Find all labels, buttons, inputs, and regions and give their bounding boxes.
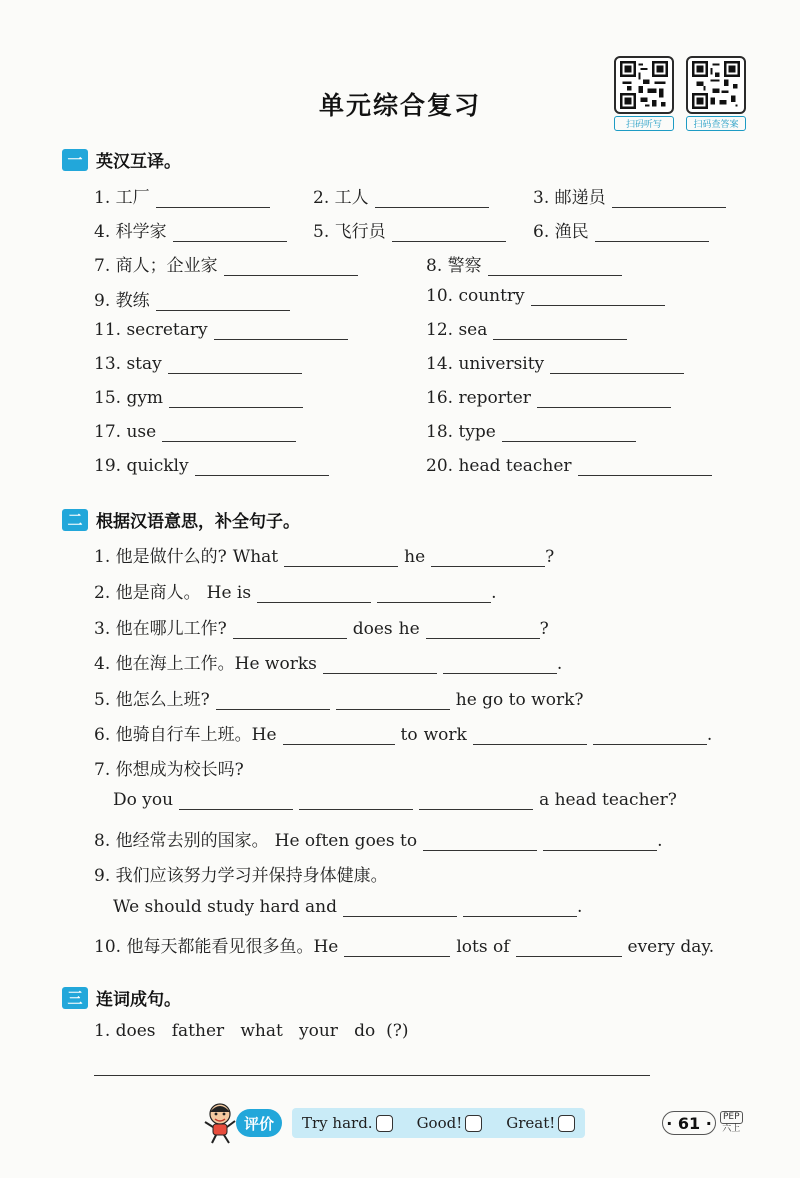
sentence-item: 4. 他在海上工作。 He works .	[94, 654, 563, 674]
answer-blank[interactable]	[593, 727, 707, 745]
answer-blank[interactable]	[419, 792, 533, 810]
section-title: 英汉互译。	[96, 152, 181, 172]
answer-blank[interactable]	[233, 621, 347, 639]
edition-tag: PEP 六上	[720, 1111, 743, 1135]
word-order-item: 1. does father what your do (?)	[94, 1021, 409, 1041]
vocab-item: 18. type	[426, 422, 636, 442]
answer-line[interactable]	[94, 1075, 650, 1076]
answer-blank[interactable]	[431, 549, 545, 567]
qr-caption: 扫码听写	[614, 116, 674, 131]
sentence-item: 3. 他在哪儿工作? does he ?	[94, 619, 549, 639]
vocab-item: 7. 商人；企业家	[94, 251, 358, 276]
sentence-item: 5. 他怎么上班? he go to work?	[94, 690, 584, 710]
answer-blank[interactable]	[531, 288, 665, 306]
answer-blank[interactable]	[323, 656, 437, 674]
vocab-item: 15. gym	[94, 388, 303, 408]
evaluation-label: 评价	[236, 1109, 282, 1137]
vocab-item: 9. 教练	[94, 286, 290, 311]
page-number-pill: · 61 ·	[662, 1111, 716, 1135]
sentence-item: 1. 他是做什么的? What he ?	[94, 547, 555, 567]
answer-blank[interactable]	[216, 692, 330, 710]
vocab-item: 14. university	[426, 354, 684, 374]
section-2-header	[62, 507, 300, 532]
answer-blank[interactable]	[168, 356, 302, 374]
eval-option-great[interactable]: Great!	[506, 1114, 575, 1132]
page-number	[662, 1111, 743, 1135]
checkbox[interactable]	[558, 1115, 575, 1132]
section-badge: 三	[62, 987, 88, 1009]
answer-blank[interactable]	[224, 258, 358, 276]
answer-blank[interactable]	[214, 322, 348, 340]
answer-blank[interactable]	[162, 424, 296, 442]
answer-blank[interactable]	[173, 224, 287, 242]
section-1-header	[62, 147, 181, 172]
section-title: 根据汉语意思，补全句子。	[96, 512, 300, 532]
answer-blank[interactable]	[344, 939, 450, 957]
answer-blank[interactable]	[169, 390, 303, 408]
vocab-item: 5. 飞行员	[313, 217, 506, 242]
sentence-item: 7. 你想成为校长吗?	[94, 760, 244, 780]
vocab-item: 17. use	[94, 422, 296, 442]
sentence-item: 2. 他是商人。 He is .	[94, 583, 497, 603]
checkbox[interactable]	[376, 1115, 393, 1132]
section-badge: 一	[62, 149, 88, 171]
page-title: 单元综合复习	[318, 91, 481, 120]
eval-option-try-hard[interactable]: Try hard.	[302, 1114, 393, 1132]
vocab-item: 16. reporter	[426, 388, 671, 408]
answer-blank[interactable]	[550, 356, 684, 374]
mascot-icon	[200, 1102, 240, 1144]
answer-blank[interactable]	[156, 190, 270, 208]
qr-code-icon	[686, 56, 746, 114]
eval-option-good[interactable]: Good!	[417, 1114, 483, 1132]
answer-blank[interactable]	[179, 792, 293, 810]
answer-blank[interactable]	[156, 293, 290, 311]
answer-blank[interactable]	[426, 621, 540, 639]
answer-blank[interactable]	[377, 585, 491, 603]
answer-blank[interactable]	[195, 458, 329, 476]
qr-dictation[interactable]	[614, 56, 674, 131]
qr-code-icon	[614, 56, 674, 114]
answer-blank[interactable]	[375, 190, 489, 208]
vocab-item: 10. country	[426, 286, 665, 306]
qr-caption: 扫码查答案	[686, 116, 746, 131]
answer-blank[interactable]	[578, 458, 712, 476]
answer-blank[interactable]	[392, 224, 506, 242]
answer-blank[interactable]	[463, 899, 577, 917]
answer-blank[interactable]	[488, 258, 622, 276]
answer-blank[interactable]	[343, 899, 457, 917]
answer-blank[interactable]	[257, 585, 371, 603]
sentence-item: 8. 他经常去别的国家。 He often goes to .	[94, 831, 663, 851]
vocab-item: 4. 科学家	[94, 217, 287, 242]
vocab-item: 6. 渔民	[533, 217, 709, 242]
answer-blank[interactable]	[443, 656, 557, 674]
answer-blank[interactable]	[543, 833, 657, 851]
answer-blank[interactable]	[423, 833, 537, 851]
section-badge: 二	[62, 509, 88, 531]
answer-blank[interactable]	[502, 424, 636, 442]
vocab-item: 2. 工人	[313, 183, 489, 208]
answer-blank[interactable]	[537, 390, 671, 408]
answer-blank[interactable]	[284, 549, 398, 567]
qr-answers[interactable]	[686, 56, 746, 131]
answer-blank[interactable]	[473, 727, 587, 745]
vocab-item: 19. quickly	[94, 456, 329, 476]
checkbox[interactable]	[465, 1115, 482, 1132]
vocab-item: 1. 工厂	[94, 183, 270, 208]
answer-blank[interactable]	[299, 792, 413, 810]
vocab-item: 3. 邮递员	[533, 183, 726, 208]
sentence-item: We should study hard and .	[113, 897, 583, 917]
vocab-item: 8. 警察	[426, 251, 622, 276]
answer-blank[interactable]	[493, 322, 627, 340]
vocab-item: 11. secretary	[94, 320, 348, 340]
evaluation-options	[292, 1108, 585, 1138]
vocab-item: 13. stay	[94, 354, 302, 374]
evaluation-bar	[200, 1102, 585, 1144]
answer-blank[interactable]	[612, 190, 726, 208]
section-3-header	[62, 985, 181, 1010]
sentence-item: 6. 他骑自行车上班。 He to work .	[94, 725, 713, 745]
sentence-item: Do you a head teacher?	[113, 790, 677, 810]
answer-blank[interactable]	[516, 939, 622, 957]
vocab-item: 12. sea	[426, 320, 627, 340]
answer-blank[interactable]	[336, 692, 450, 710]
answer-blank[interactable]	[595, 224, 709, 242]
sentence-item: 9. 我们应该努力学习并保持身体健康。	[94, 866, 388, 886]
sentence-item: 10. 他每天都能看见很多鱼。 He lots of every day.	[94, 937, 715, 957]
section-title: 连词成句。	[96, 990, 181, 1010]
answer-blank[interactable]	[283, 727, 395, 745]
vocab-item: 20. head teacher	[426, 456, 712, 476]
